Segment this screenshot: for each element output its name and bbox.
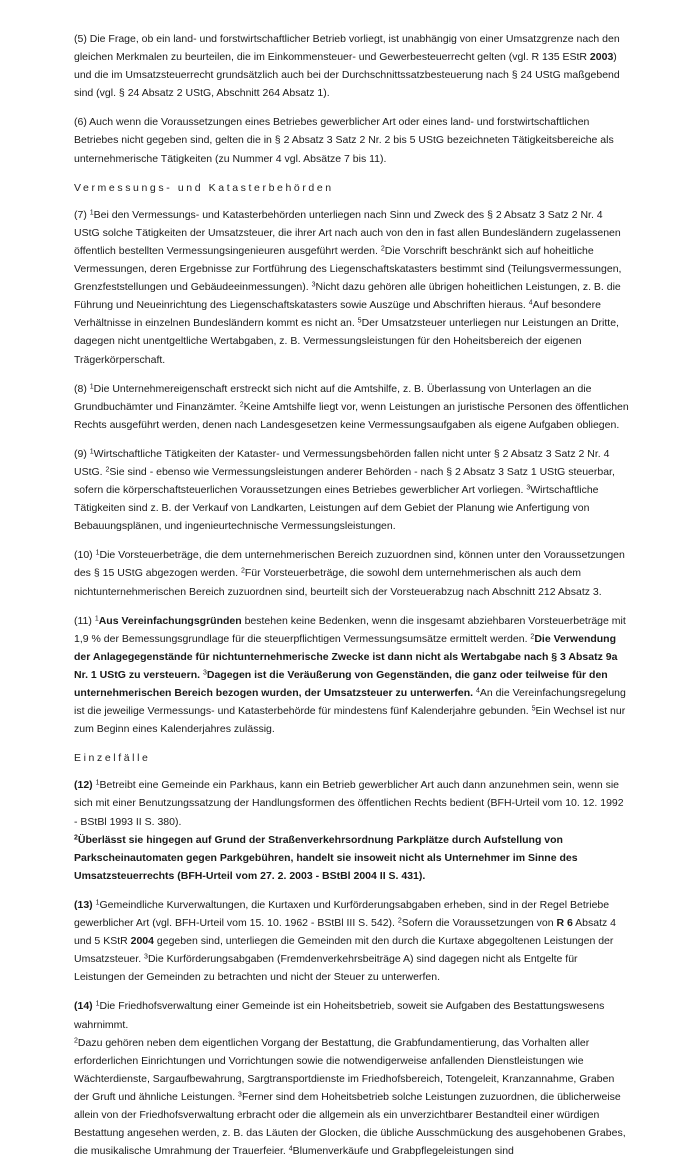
paragraph-13 bbox=[74, 896, 630, 986]
bold-text: 2003 bbox=[589, 51, 614, 64]
text: Bei den Vermessungs- und Katasterbehörden unterliegen nach Sinn und Zweck des § 2 Absatz 3 Satz 2 Nr. 4 UStG solche Tätigkeiten der Umsatzsteuer, die ihrer Art nach auch von den in fast allen Bundesländern zugelassenen öffentlich bestellten Vermessungsingenieuren ausgeführt werden. bbox=[74, 208, 621, 257]
sentence-number: 4 bbox=[528, 299, 533, 307]
text: Die Kurförderungsabgaben (Fremdenverkehrsbeiträge A) sind dagegen nicht als Entgelte für Leistungen der Gemeinden zu betrachten und nicht der Steuer zu unterwerfen. bbox=[74, 953, 578, 984]
text: (5) Die Frage, ob ein land- und forstwirtschaftlicher Betrieb vorliegt, ist unabhängig von einer Umsatzgrenze nach den gleichen Merkmalen zu beurteilen, die im Einkommensteuer- und Gewerbesteuerrecht gelten (vgl. R 135 EStR bbox=[74, 33, 620, 64]
sentence-number: 1 bbox=[89, 448, 94, 456]
text: Wirtschaftliche Tätigkeiten der Kataster- und Vermessungsbehörden fallen nicht unter § 2 Absatz 3 Satz 2 Nr. 4 UStG. bbox=[74, 447, 610, 478]
sentence-number: 5 bbox=[531, 705, 536, 713]
paragraph-7 bbox=[74, 206, 630, 369]
text: An die Vereinfachungsregelung ist die jeweilige Vermessungs- und Katasterbehörde für mindestens fünf Kalenderjahre gebunden. bbox=[74, 687, 626, 718]
sentence-number: 1 bbox=[89, 209, 94, 217]
paragraph-10 bbox=[74, 546, 630, 600]
sentence-number: 1 bbox=[95, 779, 100, 787]
paragraph-number: (12) bbox=[74, 779, 93, 792]
text: Die Friedhofsverwaltung einer Gemeinde ist ein Hoheitsbetrieb, soweit sie Aufgaben des Bestattungswesens wahrnimmt. bbox=[74, 1000, 605, 1031]
text: Sie sind - ebenso wie Vermessungsleistungen anderer Behörden - nach § 2 Absatz 3 Satz 1 UStG steuerbar, sofern die körperschaftsteuerlichen Voraussetzungen eines Betriebes gewerblicher Art vorliegen. bbox=[74, 465, 615, 497]
text: Ein Wechsel ist nur zum Beginn eines Kalenderjahres zulässig. bbox=[74, 705, 626, 736]
sentence-number: 1 bbox=[95, 549, 100, 557]
bold-text: Aus Vereinfachungsgründen bbox=[98, 614, 242, 627]
sentence-number: 3 bbox=[238, 1091, 242, 1099]
section-heading-vermessung: Vermessungs- und Katasterbehörden bbox=[74, 181, 334, 194]
sentence-number: 1 bbox=[95, 1000, 100, 1008]
text: Keine Amtshilfe liegt vor, wenn Leistungen an juristische Personen des öffentlichen Rechts ausgeführt werden, denen nach Landesgesetzen keine Vermessungsaufgaben als eigene Aufgaben obliegen. bbox=[74, 400, 629, 431]
paragraph-14 bbox=[74, 997, 630, 1160]
text: Die Unternehmereigenschaft erstreckt sich nicht auf die Amtshilfe, z. B. Überlassung von Unterlagen an die Grundbuchämter und Finanzämter. bbox=[74, 382, 592, 413]
sentence-number: 2 bbox=[380, 245, 385, 253]
text: ) und die im Umsatzsteuerrecht grundsätzlich auch bei der Durchschnittssatzbesteuerung nach § 24 UStG maßgebend sind (vgl. § 24 Absatz 2 UStG, Abschnitt 264 Absatz 1). bbox=[74, 51, 620, 100]
text: Ferner sind dem Hoheitsbetrieb solche Leistungen zuzuordnen, die üblicherweise allein von der Friedhofsverwaltung erbracht oder die allgemein als ein unverzichtbarer Bestandteil einer würdigen Bestattung angesehen werden, z. B. das Läuten der Glocken, die übliche Ausschmückung des ausgehobenen Grabes, die musikalische Umrahmung der Trauerfeier. bbox=[74, 1090, 626, 1158]
paragraph-number: (14) bbox=[74, 1000, 93, 1013]
sentence-number: 2 bbox=[105, 466, 110, 474]
sentence-number: 1 bbox=[94, 615, 99, 623]
text: bestehen keine Bedenken, wenn die insgesamt abziehbaren Vorsteuerbeträge mit 1,9 % der Bemessungsgrundlage für die steuerpflichtigen Vermessungsumsätze ermittelt werden. bbox=[74, 614, 626, 645]
text: Sofern die Voraussetzungen von bbox=[401, 917, 557, 930]
text: Der Umsatzsteuer unterliegen nur Leistungen an Dritte, dagegen nicht unentgeltliche Wertabgaben, z. B. Vermessungsleistungen für den Hoheitsbereich der eigenen Trägerkörperschaft. bbox=[74, 317, 619, 366]
text: Blumenverkäufe und Grabpflegeleistungen sind bbox=[292, 1145, 514, 1158]
sentence-number: 4 bbox=[288, 1145, 293, 1153]
sentence-number: 4 bbox=[476, 687, 480, 695]
paragraph-5 bbox=[74, 30, 630, 102]
paragraph-9 bbox=[74, 445, 630, 535]
text: Auf besondere Verhältnisse in einzelnen Bundesländern kommt es nicht an. bbox=[74, 299, 601, 330]
sentence-number: 2 bbox=[240, 567, 245, 575]
text: (6) Auch wenn die Voraussetzungen eines Betriebes gewerblicher Art oder eines land- und forstwirtschaftlichen Betriebes nicht gegeben sind, gelten die in § 2 Absatz 3 Satz 2 Nr. 2 bis 5 UStG bezeichneten Tätigkeitsbereiche als unternehmerische Tätigkeiten (zu Nummer 4 vgl. Absätze 7 bis 11). bbox=[74, 116, 614, 165]
sentence-number: 2 bbox=[239, 401, 244, 409]
text: Nicht dazu gehören alle übrigen hoheitlichen Leistungen, z. B. die Führung und Neueinrichtung des Liegenschaftskatasters sowie Auszüge und Abschriften hieraus. bbox=[74, 281, 621, 312]
sentence-number: 1 bbox=[95, 899, 100, 907]
sentence-number: 3 bbox=[526, 484, 531, 492]
sentence-number: 5 bbox=[357, 317, 362, 325]
bold-text: Die Verwendung der Anlagegegenstände für nichtunternehmerische Zwecke ist dann nicht als Wertabgabe nach § 3 Absatz 9a Nr. 1 UStG zu versteuern. bbox=[74, 632, 618, 681]
paragraph-8 bbox=[74, 380, 630, 434]
text: Gemeindliche Kurverwaltungen, die Kurtaxen und Kurförderungsabgaben erheben, sind in der Regel Betriebe gewerblicher Art (vgl. BFH-Urteil vom 15. 10. 1962 - BStBl III S. 542). bbox=[74, 898, 610, 930]
text: gegeben sind, unterliegen die Gemeinden mit den durch die Kurtaxe abgegoltenen Leistungen der Umsatzsteuer. bbox=[74, 935, 614, 966]
text: Dazu gehören neben dem eigentlichen Vorgang der Bestattung, die Grabfundamentierung, das Vorhalten aller erforderlichen Einrichtungen und Vorrichtungen sowie die notwendigerweise anfallenden Dienstleistungen wie Wächterdienste, Sargaufbewahrung, Sargtransportdienste im Friedhofsbereich, Totengeleit, Kranzannahme, Graben der Gruft und ähnliche Leistungen. bbox=[74, 1036, 615, 1103]
paragraph-number: (7) bbox=[74, 208, 90, 221]
bold-text: R 6 bbox=[556, 917, 573, 930]
sentence-number: 2 bbox=[74, 834, 78, 842]
sentence-number: 2 bbox=[530, 633, 535, 641]
section-heading-einzelfaelle: Einzelfälle bbox=[74, 752, 151, 765]
sentence-number: 1 bbox=[89, 383, 94, 391]
bold-text: 2004 bbox=[130, 935, 154, 948]
bold-text: Dagegen ist die Veräußerung von Gegenständen, die ganz oder teilweise für den unternehmerischen Bereich bezogen wurden, der Umsatzsteuer zu unterwerfen. bbox=[74, 668, 608, 699]
paragraph-number: (10) bbox=[74, 549, 96, 562]
text: Betreibt eine Gemeinde ein Parkhaus, kann ein Betrieb gewerblicher Art auch dann anzunehmen sein, wenn sie sich mit einer Benutzungssatzung der Handlungsformen des öffentlichen Rechts bedient (BFH-Urteil vom 10. 12. 1992 - BStBl 1993 II S. 380). bbox=[74, 779, 624, 828]
sentence-number: 3 bbox=[202, 669, 207, 677]
sentence-number: 2 bbox=[74, 1037, 78, 1045]
paragraph-12 bbox=[74, 776, 630, 885]
bold-text: Überlässt sie hingegen auf Grund der Straßenverkehrsordnung Parkplätze durch Aufstellung von Parkscheinautomaten gegen Parkgebühren, handelt sie insoweit nicht als Unternehmer im Sinne des Umsatzsteuerrechts (BFH-Urteil vom 27. 2. 2003 - BStBl 2004 II S. 431). bbox=[74, 833, 578, 882]
paragraph-6 bbox=[74, 113, 630, 167]
paragraph-number: (9) bbox=[74, 447, 90, 460]
text: Für Vorsteuerbeträge, die sowohl dem unternehmerischen als auch dem nichtunternehmerischen Bereich zuzuordnen sind, beurteilt sich der Vorsteuerabzug nach Abschnitt 212 Absatz 3. bbox=[74, 567, 602, 598]
paragraph-number: (8) bbox=[74, 382, 90, 395]
paragraph-number: (11) bbox=[74, 614, 95, 627]
text: Die Vorsteuerbeträge, die dem unternehmerischen Bereich zuzuordnen sind, können unter den Voraussetzungen des § 15 UStG abgezogen werden. bbox=[74, 549, 625, 580]
sentence-number: 3 bbox=[311, 281, 316, 289]
text: Absatz 4 und 5 KStR bbox=[74, 917, 617, 948]
paragraph-number: (13) bbox=[74, 898, 93, 911]
paragraph-11 bbox=[74, 612, 630, 739]
sentence-number: 3 bbox=[144, 953, 148, 961]
sentence-number: 2 bbox=[397, 917, 402, 925]
text: Wirtschaftliche Tätigkeiten sind z. B. der Verkauf von Landkarten, Leistungen auf dem Gebiet der Planung wie Anfertigung von Bebauungsplänen, und ingenieurtechnische Vermessungsleistungen. bbox=[74, 484, 599, 533]
text: Die Vorschrift beschränkt sich auf hoheitliche Vermessungen, deren Ergebnisse zur Fortführung des Liegenschaftskatasters bestimmt sind (Teilungsvermessungen, Grenzfeststellungen und Gebäudeeinmessungen). bbox=[74, 244, 622, 294]
